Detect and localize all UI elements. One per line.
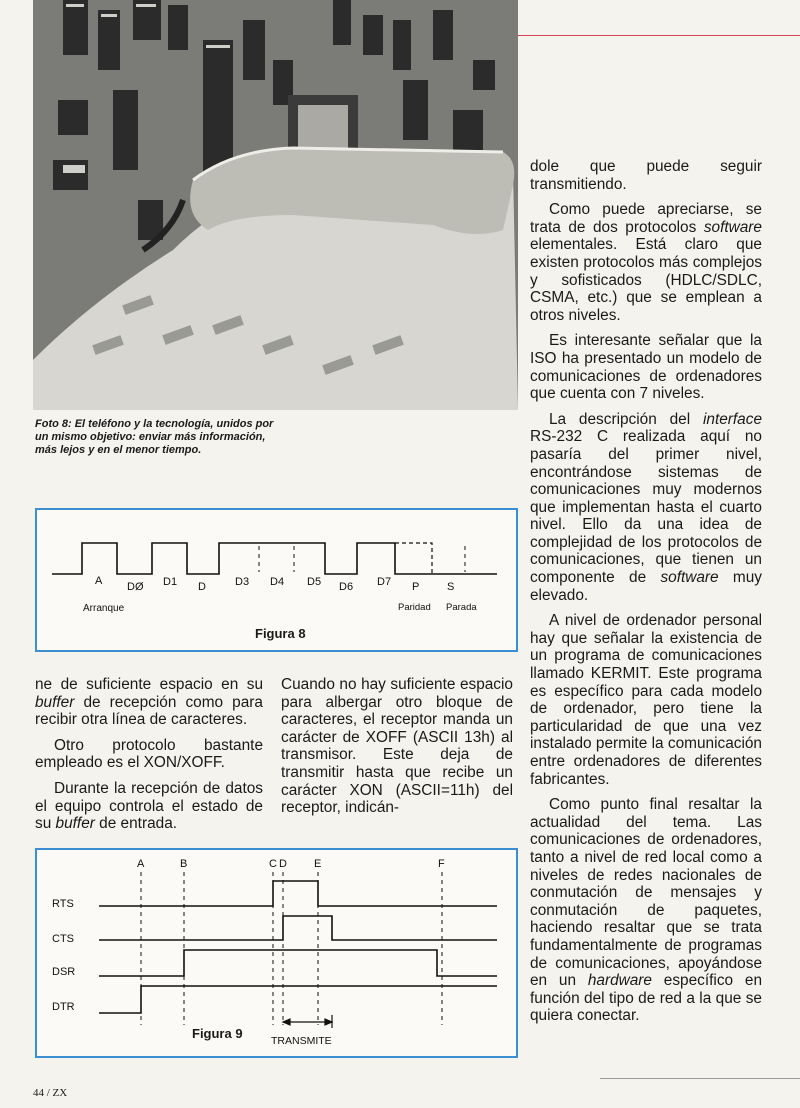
event-label: A bbox=[137, 858, 145, 870]
rts-trace bbox=[99, 881, 497, 906]
paragraph: Es interesante señalar que la ISO ha presentado un modelo de comunicaciones de ordenadores que cuenta con 7 niveles. bbox=[530, 332, 762, 403]
paragraph: Otro protocolo bastante empleado es el XON/XOFF. bbox=[35, 736, 263, 772]
transmit-label: TRANSMITE bbox=[271, 1035, 332, 1047]
cts-trace bbox=[99, 916, 497, 940]
figure-9-handshake-diagram bbox=[37, 850, 516, 1056]
signal-label: DTR bbox=[52, 1001, 75, 1013]
top-rule bbox=[518, 35, 800, 36]
page-folio: 44 / ZX bbox=[33, 1087, 68, 1099]
dsr-trace bbox=[99, 950, 497, 976]
paragraph: La descripción del interface RS-232 C realizada aquí no pasaría del primer nivel, encontrándose sistemas de comunicaciones muy modernos que implementan hasta el cuarto nivel. Ello da una idea de complejidad de los protocolos de comunicaciones, que tienen un componente de software muy elevado. bbox=[530, 410, 762, 604]
serial-waveform bbox=[52, 543, 497, 574]
figure-9-title: Figura 9 bbox=[192, 1026, 243, 1041]
event-label: E bbox=[314, 858, 322, 870]
figure-8 bbox=[35, 508, 518, 652]
paragraph: Como punto final resaltar la actualidad del tema. Las comunicaciones de ordenadores, tanto a nivel de red local como a niveles de redes nacionales de conmutación de mensajes y conmutación de paquetes, haciendo resaltar que se trata fundamentalmente de programas de comunicaciones, apoyándose en un hardware específico en función del tipo de red a la que se quiera conectar. bbox=[530, 796, 762, 1025]
parity-label: Paridad bbox=[398, 602, 431, 613]
bit-label: D3 bbox=[235, 576, 250, 588]
event-label: B bbox=[180, 858, 188, 870]
event-label: F bbox=[438, 858, 445, 870]
start-label: Arranque bbox=[83, 603, 125, 614]
paragraph: dole que puede seguir transmitiendo. bbox=[530, 158, 762, 193]
left-column bbox=[35, 676, 263, 841]
bit-label: P bbox=[412, 581, 420, 593]
right-column bbox=[530, 158, 762, 1033]
signal-label: RTS bbox=[52, 898, 74, 910]
signal-label: DSR bbox=[52, 966, 76, 978]
paragraph: Durante la recepción de datos el equipo controla el estado de su buffer de entrada. bbox=[35, 779, 263, 833]
bit-label: DØ bbox=[127, 581, 144, 593]
bit-label: D7 bbox=[377, 576, 392, 588]
paragraph: Como puede apreciarse, se trata de dos protocolos software elementales. Está claro que existen protocolos más complejos y sofisticados (HDLC/SDLC, CSMA, etc.) que se emplean a otros niveles. bbox=[530, 201, 762, 324]
bit-label: S bbox=[447, 581, 455, 593]
dtr-trace bbox=[99, 986, 497, 1013]
photo-illustration bbox=[33, 0, 518, 410]
parity-dashed bbox=[395, 543, 432, 574]
paragraph: ne de suficiente espacio en su buffer de recepción como para recibir otra línea de caracteres. bbox=[35, 676, 263, 729]
bit-label: D bbox=[198, 581, 206, 593]
photo-caption: Foto 8: El teléfono y la tecnología, unidos por un mismo objetivo: enviar más información, más lejos y en el menor tiempo. bbox=[35, 418, 274, 456]
stop-label: Parada bbox=[446, 602, 477, 613]
event-label: D bbox=[279, 858, 287, 870]
photo-telephone-circuit-board bbox=[33, 0, 518, 410]
signal-label: CTS bbox=[52, 933, 74, 945]
bit-label: D4 bbox=[270, 576, 285, 588]
paragraph: A nivel de ordenador personal hay que señalar la existencia de un programa de comunicaciones llamado KERMIT. Este programa es específico para cada modelo de ordenador, pero tiene la particularidad de que una vez instalado permite la comunicación entre ordenadores de diferentes fabricantes. bbox=[530, 612, 762, 788]
bit-label: D1 bbox=[163, 576, 178, 588]
bit-label: A bbox=[95, 575, 103, 587]
event-label: C bbox=[269, 858, 277, 870]
figure-9 bbox=[35, 848, 518, 1058]
bit-label: D6 bbox=[339, 581, 354, 593]
middle-column bbox=[281, 676, 513, 825]
paragraph: Cuando no hay suficiente espacio para albergar otro bloque de caracteres, el receptor manda un carácter de XOFF (ASCII 13h) al transmisor. Este deja de transmitir hasta que recibe un carácter XON (ASCII=11h) del receptor, indicán- bbox=[281, 676, 513, 817]
figure-8-title: Figura 8 bbox=[255, 626, 306, 641]
bottom-rule bbox=[600, 1078, 800, 1079]
bit-label: D5 bbox=[307, 576, 322, 588]
